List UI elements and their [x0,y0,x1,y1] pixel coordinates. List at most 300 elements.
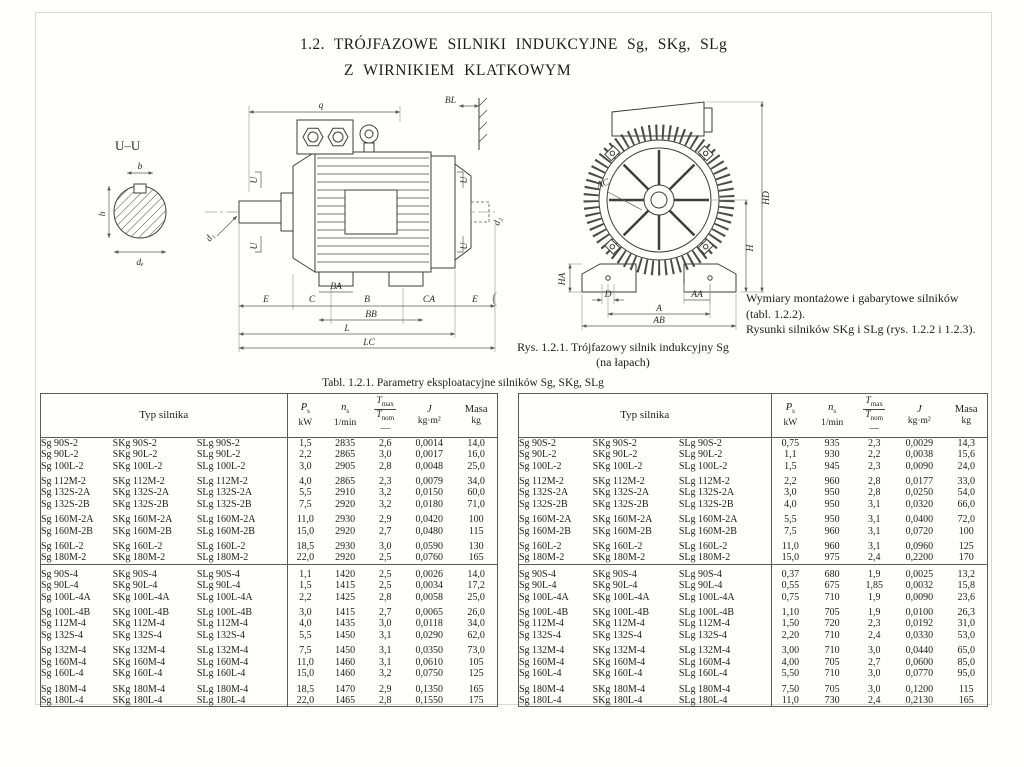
dim-label-b-foot: B [364,295,370,305]
cell-value: 0,0032 [905,580,934,592]
cell-motor-type: SLg 112M-4 [678,618,730,630]
motor-front-view [582,102,736,292]
cell-value: 1420 [323,564,367,580]
hub [644,185,674,215]
cell-motor-type: Sg 90S-2 [519,437,556,449]
cell-value: 34,0 [467,476,485,487]
cell-motor-type: SLg 90S-4 [679,564,771,580]
table-row [41,630,498,641]
cell-value: 15,8 [957,580,975,592]
cell-motor-type: Sg 90L-4 [41,580,79,592]
table-row [519,657,988,668]
cell-value: 15,6 [957,449,975,461]
dim-label-bb: BB [365,310,377,320]
cell-value: 0,0400 [905,514,934,526]
terminal-box [612,102,704,136]
cell-value: 0,0480 [415,525,444,537]
cell-motor-type: Sg 90L-4 [519,580,557,592]
cell-value: 0,0420 [415,514,444,526]
cell-value: 0,0320 [905,498,934,510]
dim-label-ba: BA [330,282,342,292]
cell-value: 100 [958,525,974,537]
cell-value: 3,0 [867,645,881,657]
cell-value: 710 [824,629,840,641]
cell-value: 3,1 [378,656,392,668]
svg-text:U: U [460,176,470,184]
table-row [41,537,498,552]
cell-motor-type: SLg 132M-4 [196,645,249,657]
cell-motor-type: SLg 160M-4 [196,656,249,668]
cell-value: 2,7 [378,525,392,537]
cell-motor-type: SLg 132S-2A [678,487,735,499]
cell-value: 11,0 [771,537,809,552]
bearing-shield-front [293,152,315,272]
cell-value: 0,1350 [415,683,444,695]
cell-value: 2,8 [867,476,881,487]
cell-motor-type: SKg 180L-4 [112,694,163,706]
cell-motor-type: SLg 112M-2 [678,476,730,487]
cell-value: 1,5 [771,461,809,472]
cable-gland [303,128,323,145]
cell-value: 1450 [335,645,356,657]
cell-motor-type: Sg 112M-4 [41,618,86,630]
cell-value: 14,3 [957,437,975,449]
side-note [746,291,1008,338]
cell-value: 1415 [335,580,356,592]
cell-motor-type: SKg 90L-4 [592,580,638,592]
cell-value: 3,0 [867,683,881,695]
cell-motor-type: Sg 132S-2B [41,498,90,510]
dim-label-de: dₑ [136,258,144,268]
cell-value: 680 [809,564,855,580]
cell-value: 125 [958,541,974,553]
cell-motor-type: SKg 132S-4 [592,629,642,641]
cell-value: 33,0 [957,476,975,487]
cell-value: 960 [824,541,840,553]
table-row [41,668,498,679]
cell-value: 710 [824,645,840,657]
cell-motor-type: SKg 132S-2B [112,498,169,510]
cell-motor-type: SLg 100L-2 [196,460,246,472]
motor-side-view [205,120,495,286]
cell-value: 960 [824,525,840,537]
cell-value: 1460 [335,668,356,680]
cell-motor-type: SLg 90S-2 [196,437,240,449]
table-row [41,657,498,668]
cell-motor-type: SKg 90S-2 [592,437,637,449]
cell-value: 22,0 [287,695,323,707]
cell-value: 0,0440 [905,645,934,657]
cell-value: 2,8 [867,487,881,499]
cell-value: 2,5 [378,552,392,564]
table-row [519,487,988,498]
cell-value: 25,0 [467,460,485,472]
svg-text:E: E [263,295,269,305]
cell-value: 0,0026 [403,564,455,580]
cell-value: 0,0192 [905,618,934,630]
cell-value: 705 [824,656,840,668]
cell-motor-type: Sg 160M-4 [41,656,87,668]
cell-motor-type: SKg 180M-4 [112,683,166,695]
cell-motor-type: SLg 180L-4 [678,694,728,706]
parameters-table-right [518,393,988,707]
table-row [41,603,498,618]
col-power: $P_s$ kW [287,394,323,438]
cell-value: 2930 [335,514,356,526]
cell-value: 2,7 [378,607,392,619]
cell-motor-type: SLg 90S-4 [197,564,287,580]
cell-value: 0,37 [771,564,809,580]
col-speed: $n_s$ 1/min [323,394,367,438]
cell-motor-type: SKg 160M-2A [592,514,653,526]
cell-motor-type: SKg 100L-2 [112,460,163,472]
table-row [519,449,988,460]
cell-value: 0,75 [771,437,809,449]
table-row [41,552,498,564]
dim-label-d-front: D [604,290,612,300]
table-row [519,680,988,695]
cell-value: 1450 [335,629,356,641]
cell-value: 1,1 [287,564,323,580]
cell-value: 3,1 [378,645,392,657]
cell-value: 0,0090 [905,591,934,603]
cell-value: 2,3 [378,476,392,487]
cell-value: 3,0 [771,487,809,498]
cell-value: 5,5 [287,630,323,641]
dim-label-hd: HD [762,191,772,205]
cell-motor-type: SKg 90S-2 [112,437,157,449]
table-row [519,537,988,552]
cell-value: 3,1 [378,629,392,641]
cell-motor-type: SKg 180L-4 [592,694,643,706]
cell-motor-type: SLg 100L-4A [196,591,253,603]
cell-value: 0,1550 [415,694,444,706]
cell-value: 13,2 [945,564,987,580]
cell-value: 2,8 [378,694,392,706]
cell-value: 2,9 [378,683,392,695]
col-torque-ratio: $\frac{T_{max}}{T_{nom}}$ — [367,394,403,438]
cell-value: 25,0 [467,591,485,603]
cell-value: 17,2 [467,580,485,592]
cell-motor-type: SLg 180M-2 [196,552,249,564]
cell-value: 3,1 [867,498,881,510]
foot [389,272,423,286]
cell-motor-type: SKg 160L-2 [592,541,643,553]
cell-value: 0,0014 [415,437,444,449]
cell-motor-type: SKg 180M-2 [112,552,166,564]
cell-value: 4,00 [771,657,809,668]
cell-value: 1,9 [867,591,881,603]
table-row [519,552,988,564]
cell-value: 0,0770 [905,668,934,680]
cell-value: 0,0350 [415,645,444,657]
table-row [41,564,498,580]
cell-motor-type: Sg 160M-4 [519,656,565,668]
col-inertia: J kg·m² [403,394,455,438]
cell-motor-type: SKg 160L-2 [112,541,163,553]
cell-value: 2,3 [867,618,881,630]
cell-value: 15,0 [287,668,323,679]
cell-value: 31,0 [957,618,975,630]
table-body [519,437,988,707]
shaft-section-drawing [98,138,166,268]
cell-motor-type: Sg 90L-2 [519,449,557,461]
cell-motor-type: SLg 90L-4 [196,580,241,592]
scan-mark: ( [492,290,498,307]
cell-value: 0,0048 [415,460,444,472]
cell-value: 2920 [335,525,356,537]
cell-motor-type: Sg 132S-2A [519,487,569,499]
bearing-shield-rear [431,156,455,268]
cell-motor-type: SKg 90S-4 [593,564,679,580]
cell-value: 0,0720 [905,525,934,537]
cell-motor-type: SLg 160M-2A [196,514,256,526]
table-row [519,668,988,679]
cell-value: 975 [824,552,840,564]
shaft [239,201,281,223]
cell-value: 2,4 [867,629,881,641]
page-title-line1: 1.2. TRÓJFAZOWE SILNIKI INDUKCYJNE Sg, SKg, SLg [300,36,728,53]
cell-value: 0,0079 [415,476,444,487]
cell-value: 0,0065 [415,607,444,619]
cell-value: 11,0 [287,510,323,525]
cell-value: 105 [468,656,484,668]
cell-value: 73,0 [467,645,485,657]
cell-motor-type: SKg 90L-2 [592,449,638,461]
cell-value: 1,50 [771,618,809,629]
cell-value: 1,1 [771,449,809,460]
table-row [519,499,988,510]
cell-value: 730 [824,694,840,706]
cell-motor-type: SKg 100L-4B [112,607,170,619]
cell-value: 0,0610 [415,656,444,668]
cell-motor-type: SKg 160M-2A [112,514,173,526]
table-body [41,437,498,707]
cell-motor-type: SLg 160L-4 [678,668,728,680]
cell-value: 710 [824,668,840,680]
figure-caption [496,340,750,370]
cell-value: 3,1 [867,541,881,553]
cell-motor-type: Sg 90S-4 [41,564,113,580]
cell-motor-type: Sg 180L-4 [519,694,562,706]
table-row [519,526,988,537]
cell-value: 0,0250 [905,487,934,499]
cell-value: 54,0 [957,487,975,499]
cell-value: 2,2 [287,592,323,603]
cell-value: 0,0760 [415,552,444,564]
col-speed: $n_s$ 1/min [809,394,855,438]
cell-value: 0,0100 [905,607,934,619]
cell-value: 0,0600 [905,656,934,668]
cell-motor-type: SKg 132S-2B [592,498,649,510]
cell-value: 72,0 [957,514,975,526]
cell-value: 24,0 [957,460,975,472]
cell-value: 1460 [335,656,356,668]
cell-value: 2865 [335,476,356,487]
cell-value: 3,0 [287,461,323,472]
cell-motor-type: SKg 160M-4 [112,656,166,668]
table-row [519,603,988,618]
cell-value: 2,5 [378,580,392,592]
cell-value: 2,8 [378,460,392,472]
dim-label-l: L [344,324,350,334]
cell-motor-type: SLg 180M-2 [678,552,731,564]
cell-motor-type: Sg 160M-2A [41,514,94,526]
cell-value: 115 [468,525,484,537]
col-mass: Masa kg [945,394,987,438]
cell-motor-type: SLg 100L-4A [678,591,735,603]
cell-value: 0,0590 [415,541,444,553]
cell-value: 0,0029 [905,437,934,449]
cell-motor-type: SLg 180L-4 [196,694,246,706]
cell-motor-type: SKg 132S-2A [592,487,650,499]
dim-label-aa: AA [691,290,703,300]
svg-text:U: U [460,242,470,250]
cell-value: 2,2 [867,449,881,461]
cell-value: 65,0 [957,645,975,657]
table-row [41,680,498,695]
table-row [41,437,498,449]
cell-motor-type: Sg 90L-2 [41,449,79,461]
cell-motor-type: SLg 112M-2 [196,476,248,487]
cell-value: 3,1 [867,525,881,537]
cell-value: 2865 [335,449,356,461]
section-label: U–U [115,138,141,153]
cell-value: 2,7 [867,656,881,668]
cell-value: 66,0 [957,498,975,510]
dim-label-d2: d₂ [492,216,504,227]
cell-value: 945 [824,460,840,472]
col-power: $P_s$ kW [771,394,809,438]
cell-motor-type: SKg 132M-4 [592,645,646,657]
dim-label-a: A [656,304,662,314]
cell-value: 950 [824,514,840,526]
cell-value: 705 [824,683,840,695]
cell-motor-type: Sg 112M-4 [519,618,564,630]
cell-value: 1415 [335,607,356,619]
cell-value: 2,5 [367,564,403,580]
dim-label-lc: LC [363,338,375,348]
dim-label-ca: CA [422,295,436,305]
cell-value: 0,1200 [905,683,934,695]
cell-value: 0,0290 [415,629,444,641]
cell-value: 0,0150 [415,487,444,499]
cell-value: 165 [958,694,974,706]
cell-value: 2,2 [771,472,809,487]
cell-value: 165 [468,552,484,564]
cell-value: 5,5 [771,510,809,525]
cell-motor-type: SKg 160L-4 [112,668,163,680]
cell-value: 53,0 [957,629,975,641]
table-header [519,394,988,438]
table-row [41,461,498,472]
cell-motor-type: SLg 160L-2 [678,541,728,553]
cell-motor-type: Sg 160M-2B [519,525,571,537]
dim-label-ab: AB [653,316,665,326]
cell-motor-type: Sg 180M-4 [41,683,87,695]
cell-motor-type: SKg 180M-4 [592,683,646,695]
dim-label-q: q [318,101,324,111]
cell-value: 0,0034 [415,580,444,592]
cell-value: 2835 [335,437,356,449]
cell-motor-type: Sg 160M-2B [41,525,93,537]
cell-value: 14,0 [455,564,497,580]
dim-label-d1: d₁ [204,231,218,244]
cell-motor-type: SKg 112M-2 [592,476,645,487]
cell-motor-type: SKg 100L-4A [112,591,170,603]
cell-motor-type: Sg 100L-4A [519,591,569,603]
cell-motor-type: SLg 132M-4 [678,645,731,657]
cell-motor-type: SLg 160M-4 [678,656,731,668]
col-torque-ratio: $\frac{T_{max}}{T_{nom}}$ — [855,394,893,438]
cell-value: 85,0 [957,656,975,668]
cell-value: 720 [824,618,840,630]
cell-motor-type: SLg 132S-4 [678,629,727,641]
cell-value: 130 [468,541,484,553]
table-row [41,526,498,537]
cell-motor-type: SKg 90L-4 [112,580,158,592]
cell-value: 3,2 [378,487,392,499]
cell-motor-type: Sg 180M-4 [519,683,565,695]
cell-motor-type: SLg 132S-2B [196,498,252,510]
cell-value: 60,0 [467,487,485,499]
cell-motor-type: SLg 160M-2A [678,514,738,526]
dim-label-c: C [308,295,316,305]
cell-value: 175 [468,694,484,706]
cell-value: 95,0 [957,668,975,680]
cell-motor-type: SLg 132S-2A [196,487,253,499]
table-row [519,641,988,656]
cell-value: 1465 [335,694,356,706]
cell-motor-type: SKg 132S-2A [112,487,170,499]
cell-value: 7,5 [287,641,323,656]
cell-motor-type: Sg 160L-2 [519,541,562,553]
side-view-drawing [55,92,510,367]
side-note-line3: Rysunki silników SKg i SLg (rys. 1.2.2 i 1.2.3). [746,322,976,336]
cell-value: 950 [824,498,840,510]
cell-motor-type: SLg 112M-4 [196,618,248,630]
table-row [519,461,988,472]
cell-motor-type: SLg 90S-2 [678,437,722,449]
cell-motor-type: Sg 90S-2 [41,437,78,449]
cell-motor-type: SKg 180M-2 [592,552,646,564]
foot [582,264,636,292]
table-row [41,510,498,525]
cell-value: 0,0960 [905,541,934,553]
cell-motor-type: Sg 160L-2 [41,541,84,553]
cell-value: 950 [824,487,840,499]
cell-motor-type: SKg 132S-4 [112,629,162,641]
keyway [134,184,146,193]
cell-value: 705 [824,607,840,619]
dim-label-ac: AC [595,177,611,191]
cell-value: 3,2 [378,668,392,680]
cell-value: 26,3 [957,607,975,619]
cell-value: 3,00 [771,641,809,656]
cell-motor-type: SKg 112M-4 [592,618,645,630]
table-row [41,618,498,629]
table-row [41,472,498,487]
figure-caption-line1: Rys. 1.2.1. Trójfazowy silnik indukcyjny Sg [517,340,729,354]
col-inertia: J kg·m² [893,394,945,438]
svg-text:E: E [472,295,478,305]
cell-value: 62,0 [467,629,485,641]
figure-caption-line2: (na łapach) [596,355,650,369]
cell-value: 5,50 [771,668,809,679]
cell-value: 1470 [335,683,356,695]
table-row [519,510,988,525]
cell-motor-type: SKg 112M-4 [112,618,165,630]
